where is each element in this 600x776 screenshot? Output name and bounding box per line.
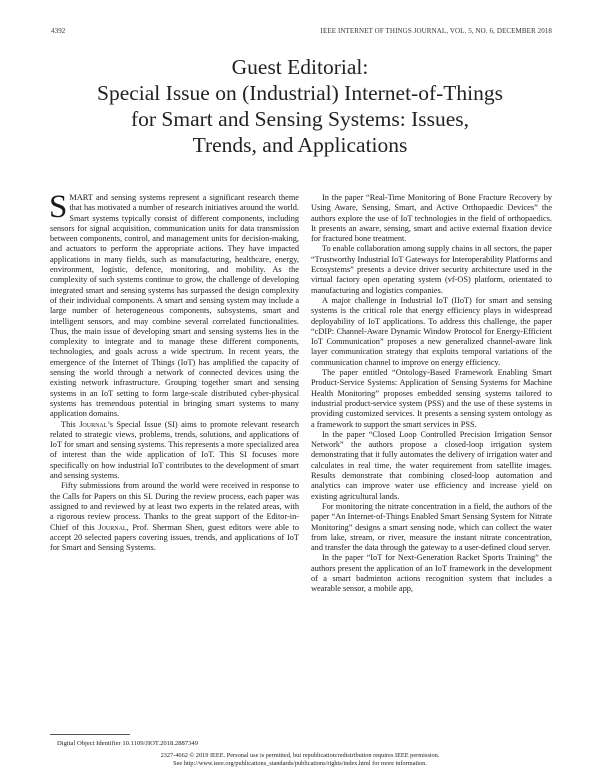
right-column xyxy=(311,193,552,595)
scope-text: ’s Special Issue (SI) aims to promote relevant research related to strategic views, problems, trends, solutions, and applications of IoT for smart and sensing systems. This represents a more specialized area of interest than the wide application of IoT. This SI focuses more specifically on how industrial IoT contributes to the development of smart and sensing systems. xyxy=(50,419,299,481)
review-text-lead: Fifty submissions from around the world were received in response to the Calls for Papers on this SI. During the review process, each paper was assigned to and reviewed by at least two experts in the related areas, with a rigorous review process. Thanks to the great support of the Editor-in-Chief of this xyxy=(50,481,299,532)
copyright-notice xyxy=(0,752,600,768)
doi-footnote: Digital Object Identifier 10.1109/JIOT.2018.2887349 xyxy=(57,740,199,747)
intro-text: and sensing systems represent a significant research theme that has motivated a number of research initiatives around the world. Smart systems typically consist of different components, including sensors for signal acquisition, communication units for data transmission between components, control, and management units for decision-making, and actuators to perform the appropriate actions. They have impacted applications in many fields, such as manufacturing, healthcare, energy, environment, logistic, defence, monitoring, and mobility. As the complexity of such systems continue to grow, the challenge of developing integrated smart and sensing systems has surpassed the design complexity of their individual components. A smart and sensing system may include a large number of heterogeneous components, subsystems, smart and intelligent sensors, and may combine several correlated functionalities. Thus, the main issue of developing smart and sensing systems lies in the complexity to integrate and to manage these different components, technologies, and goals across a wide spectrum. In recent years, the emergence of the Internet of Things (IoT) has amplified the capacity of sensing the world through a network of connected devices using the existing network infrastructure. Grouping together smart and sensing systems in an IoT setting to form large-scale distributed cyber-physical systems has tremendous potential in bringing smart systems to many application domains. xyxy=(50,193,299,419)
left-column xyxy=(49,189,299,553)
journal-small-caps: Journal xyxy=(79,419,108,429)
paper-summary-paragraph: The paper entitled “Ontology-Based Framework Enabling Smart Product-Service Systems: Application of Sensing Systems for Machine Health Monitoring” proposes embedded sensing systems tailored to industrial product-service system (PSS) and the use of these systems in providing customized services. It presents a sensing system ontology as a framework to support the smart services in PSS. xyxy=(311,368,552,429)
title-line-4: Trends, and Applications xyxy=(192,133,408,157)
journal-header: IEEE INTERNET OF THINGS JOURNAL, VOL. 5, NO. 6, DECEMBER 2018 xyxy=(320,27,552,35)
scope-text-lead: This xyxy=(61,419,80,429)
footnote-rule xyxy=(50,734,130,735)
paper-summary-paragraph: A major challenge in Industrial IoT (IIoT) for smart and sensing systems is the critical role that energy efficiency plays in widespread deployability of IoT applications. To address this challenge, the paper “cDIP: Channel-Aware Dynamic Window Protocol for Energy-Efficient IoT Communication” proposes a new generalized channel-aware link layer communication strategy that exploits temporal variations of the communication channel to improve on energy efficiency. xyxy=(311,295,552,367)
title-line-1: Guest Editorial: xyxy=(231,55,369,79)
paper-summary-paragraph: In the paper “Closed Loop Controlled Precision Irrigation Sensor Network” the authors propose a closed-loop irrigation system demonstrating that it fully automates the delivery of irrigation water and calculates in real time, the water requirement from satellite images. Results demonstrate that combining closed-loop automation and analytics can improve water use efficiency and increase yield on existing agricultural lands. xyxy=(311,429,552,501)
intro-small-caps: MART xyxy=(69,193,93,202)
paper-summary-paragraph: In the paper “Real-Time Monitoring of Bone Fracture Recovery by Using Aware, Sensing, Smart, and Active Orthopaedic Devices” the authors explore the use of IoT technologies in the field of orthopaedics. It presents an aware, sensing, smart and active external fixation device for fractured bone treatment. xyxy=(311,193,552,244)
article-title xyxy=(40,54,560,158)
paper-summary-paragraph: In the paper “IoT for Next-Generation Racket Sports Training” the authors present the application of an IoT framework in the development of a smart badminton actions recognition system that includes a wearable sensor, a mobile app, xyxy=(311,553,552,594)
drop-cap: S xyxy=(49,189,68,225)
paper-summary-paragraph: To enable collaboration among supply chains in all sectors, the paper “Trustworthy Industrial IoT Gateways for Interoperability Platforms and Ecosystems” presents a device driver security architecture used in the virtual factory open operating system (vf-OS) platform, orientated to manufacturing and logistics companies. xyxy=(311,244,552,295)
title-line-3: for Smart and Sensing Systems: Issues, xyxy=(130,107,470,131)
copyright-line-2: See http://www.ieee.org/publications_standards/publications/rights/index.html for more information. xyxy=(173,760,427,767)
paper-summary-paragraph: For monitoring the nitrate concentration in a field, the authors of the paper “An Internet-of-Things Enabled Smart Sensing System for Nitrate Monitoring” designs a smart sensing node, which can collect the water from lake, stream, or river, measure the instant nitrate concentration, and transfer the data through the gateway to a user-defined cloud server. xyxy=(311,501,552,553)
review-text: , Prof. Sherman Shen, guest editors were able to accept 20 selected papers covering issues, trends, and applications of IoT for Smart and Sensing Systems. xyxy=(50,522,299,553)
copyright-line-1: 2327-4662 © 2019 IEEE. Personal use is permitted, but republication/redistribution requires IEEE permission. xyxy=(160,752,440,759)
intro-paragraph xyxy=(49,189,299,420)
title-line-2: Special Issue on (Industrial) Internet-of-Things xyxy=(97,81,503,105)
scope-paragraph xyxy=(50,420,299,482)
journal-small-caps-2: Journal xyxy=(98,522,127,532)
review-paragraph xyxy=(50,481,299,553)
page-number: 4392 xyxy=(51,27,66,35)
